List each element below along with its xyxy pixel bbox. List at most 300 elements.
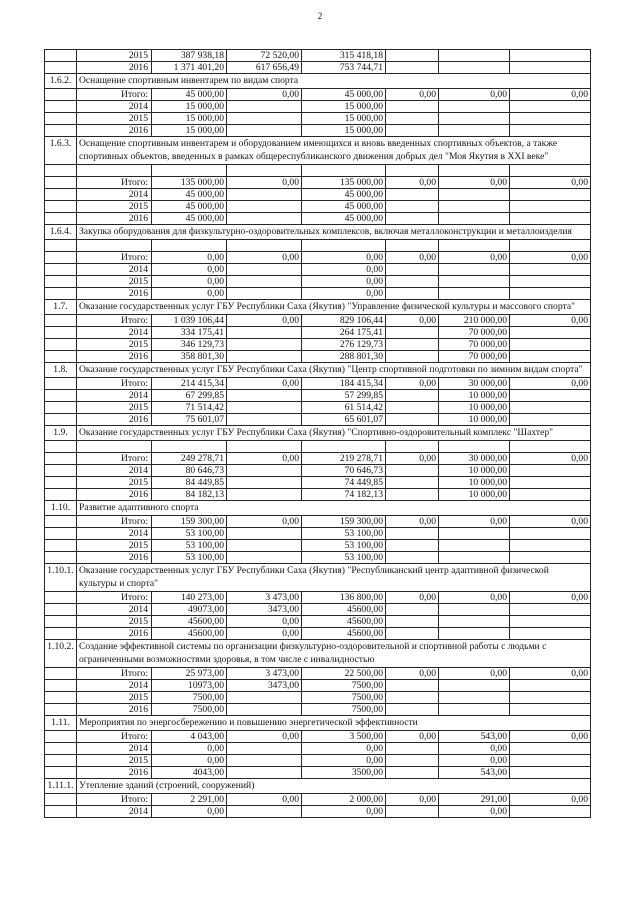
year-label: 2014: [77, 189, 152, 201]
amount-cell: 0,00: [510, 516, 591, 528]
amount-cell: [510, 477, 591, 489]
amount-cell: 0,00: [510, 453, 591, 465]
amount-cell: [439, 50, 510, 62]
total-row: [45, 668, 591, 680]
year-row: [45, 402, 591, 414]
amount-cell: 0,00: [386, 516, 439, 528]
amount-cell: 543,00: [439, 767, 510, 779]
amount-cell: [510, 552, 591, 564]
total-row: [45, 177, 591, 189]
amount-cell: [510, 240, 591, 252]
code-cell: [45, 592, 77, 604]
amount-cell: [227, 339, 302, 351]
amount-cell: [439, 441, 510, 453]
amount-cell: 0,00: [386, 378, 439, 390]
amount-cell: 67 299,85: [152, 390, 227, 402]
amount-cell: 288 801,30: [302, 351, 386, 363]
amount-cell: 75 601,07: [152, 414, 227, 426]
code-cell: [45, 402, 77, 414]
total-row: [45, 378, 591, 390]
amount-cell: 45 000,00: [152, 89, 227, 101]
code-cell: [45, 288, 77, 300]
amount-cell: 0,00: [510, 315, 591, 327]
code-cell: [45, 414, 77, 426]
amount-cell: 45 000,00: [152, 201, 227, 213]
year-label: 2016: [77, 704, 152, 716]
code-cell: [45, 616, 77, 628]
amount-cell: 249 278,71: [152, 453, 227, 465]
amount-cell: 0,00: [302, 288, 386, 300]
amount-cell: [227, 552, 302, 564]
code-cell: [45, 213, 77, 225]
year-label: 2015: [77, 276, 152, 288]
amount-cell: 45 000,00: [302, 213, 386, 225]
amount-cell: [510, 189, 591, 201]
amount-cell: 617 656,49: [227, 62, 302, 74]
section-header-row: [45, 426, 591, 441]
year-label: 2014: [77, 390, 152, 402]
amount-cell: 53 100,00: [302, 540, 386, 552]
amount-cell: 0,00: [439, 668, 510, 680]
amount-cell: [227, 189, 302, 201]
code-cell: [45, 351, 77, 363]
year-row: [45, 704, 591, 716]
amount-cell: 219 278,71: [302, 453, 386, 465]
year-label: 2016: [77, 767, 152, 779]
amount-cell: 45 000,00: [302, 89, 386, 101]
amount-cell: 65 601,07: [302, 414, 386, 426]
amount-cell: [510, 704, 591, 716]
amount-cell: 0,00: [386, 794, 439, 806]
total-label: Итого:: [77, 592, 152, 604]
year-label: 2014: [77, 743, 152, 755]
amount-cell: [439, 288, 510, 300]
year-row: [45, 465, 591, 477]
amount-cell: [439, 201, 510, 213]
amount-cell: [439, 101, 510, 113]
total-row: [45, 592, 591, 604]
year-row: [45, 767, 591, 779]
amount-cell: [227, 264, 302, 276]
amount-cell: [510, 628, 591, 640]
year-row: [45, 806, 591, 818]
section-title: Утепление зданий (строений, сооружений): [77, 779, 591, 794]
amount-cell: 0,00: [439, 516, 510, 528]
amount-cell: [227, 528, 302, 540]
code-cell: [45, 628, 77, 640]
amount-cell: 135 000,00: [302, 177, 386, 189]
amount-cell: 0,00: [439, 743, 510, 755]
year-row: [45, 489, 591, 501]
amount-cell: [439, 616, 510, 628]
amount-cell: [152, 441, 227, 453]
section-code: 1.11.1.: [45, 779, 77, 794]
amount-cell: [227, 540, 302, 552]
code-cell: [45, 101, 77, 113]
year-label: 2016: [77, 62, 152, 74]
amount-cell: 0,00: [439, 806, 510, 818]
section-title: Создание эффективной системы по организации физкультурно-оздоровительной и спортивной работы с людьми с ограниченными возможностями здоровья, в том числе с инвалидностью: [77, 640, 591, 668]
amount-cell: 3500,00: [302, 767, 386, 779]
year-row: [45, 552, 591, 564]
amount-cell: [227, 489, 302, 501]
amount-cell: 0,00: [152, 755, 227, 767]
amount-cell: [510, 414, 591, 426]
amount-cell: 15 000,00: [302, 125, 386, 137]
code-cell: [45, 704, 77, 716]
amount-cell: 15 000,00: [302, 101, 386, 113]
amount-cell: 10 000,00: [439, 489, 510, 501]
amount-cell: 829 106,44: [302, 315, 386, 327]
amount-cell: [227, 213, 302, 225]
amount-cell: [227, 288, 302, 300]
amount-cell: [386, 755, 439, 767]
empty-label: [77, 165, 152, 177]
amount-cell: [510, 465, 591, 477]
code-cell: [45, 755, 77, 767]
section-title: Оснащение спортивным инвентарем по видам спорта: [77, 74, 591, 89]
amount-cell: 0,00: [386, 177, 439, 189]
amount-cell: [227, 276, 302, 288]
code-cell: [45, 201, 77, 213]
amount-cell: 0,00: [302, 755, 386, 767]
amount-cell: [510, 402, 591, 414]
year-row: [45, 50, 591, 62]
amount-cell: 0,00: [386, 453, 439, 465]
section-code: 1.9.: [45, 426, 77, 441]
amount-cell: [386, 402, 439, 414]
amount-cell: 45600,00: [152, 616, 227, 628]
amount-cell: 84 182,13: [152, 489, 227, 501]
amount-cell: 0,00: [152, 252, 227, 264]
amount-cell: 334 175,41: [152, 327, 227, 339]
section-header-row: [45, 779, 591, 794]
amount-cell: 74 182,13: [302, 489, 386, 501]
code-cell: [45, 252, 77, 264]
year-row: [45, 604, 591, 616]
amount-cell: 30 000,00: [439, 378, 510, 390]
code-cell: [45, 125, 77, 137]
amount-cell: 0,00: [510, 731, 591, 743]
amount-cell: [386, 743, 439, 755]
amount-cell: [439, 528, 510, 540]
amount-cell: [386, 339, 439, 351]
amount-cell: [386, 477, 439, 489]
section-header-row: [45, 640, 591, 668]
amount-cell: [510, 327, 591, 339]
year-label: 2015: [77, 50, 152, 62]
amount-cell: [510, 101, 591, 113]
amount-cell: [227, 351, 302, 363]
amount-cell: 7500,00: [152, 692, 227, 704]
year-row: [45, 351, 591, 363]
year-label: 2015: [77, 755, 152, 767]
amount-cell: 70 000,00: [439, 351, 510, 363]
amount-cell: 7500,00: [152, 704, 227, 716]
amount-cell: 184 415,34: [302, 378, 386, 390]
amount-cell: 10 000,00: [439, 402, 510, 414]
code-cell: [45, 441, 77, 453]
amount-cell: [386, 351, 439, 363]
amount-cell: 0,00: [227, 252, 302, 264]
amount-cell: [510, 441, 591, 453]
amount-cell: [302, 165, 386, 177]
year-label: 2015: [77, 616, 152, 628]
section-header-row: [45, 300, 591, 315]
amount-cell: 140 273,00: [152, 592, 227, 604]
section-code: 1.10.1.: [45, 564, 77, 592]
amount-cell: [510, 62, 591, 74]
total-label: Итого:: [77, 315, 152, 327]
amount-cell: [510, 680, 591, 692]
total-row: [45, 89, 591, 101]
year-label: 2016: [77, 288, 152, 300]
amount-cell: 159 300,00: [302, 516, 386, 528]
amount-cell: 10 000,00: [439, 477, 510, 489]
year-label: 2014: [77, 264, 152, 276]
amount-cell: [386, 806, 439, 818]
amount-cell: 3 473,00: [227, 592, 302, 604]
empty-label: [77, 441, 152, 453]
amount-cell: [227, 743, 302, 755]
amount-cell: [439, 213, 510, 225]
amount-cell: [439, 692, 510, 704]
section-code: 1.10.2.: [45, 640, 77, 668]
amount-cell: [386, 604, 439, 616]
total-label: Итого:: [77, 89, 152, 101]
amount-cell: [386, 704, 439, 716]
amount-cell: [386, 113, 439, 125]
amount-cell: 0,00: [227, 628, 302, 640]
amount-cell: 53 100,00: [152, 540, 227, 552]
amount-cell: [386, 441, 439, 453]
amount-cell: 0,00: [227, 794, 302, 806]
amount-cell: [510, 540, 591, 552]
year-row: [45, 288, 591, 300]
page-number: 2: [317, 11, 323, 21]
amount-cell: 2 000,00: [302, 794, 386, 806]
amount-cell: 0,00: [152, 276, 227, 288]
year-label: 2014: [77, 465, 152, 477]
code-cell: [45, 516, 77, 528]
blank-row: [45, 165, 591, 177]
amount-cell: 0,00: [227, 378, 302, 390]
amount-cell: [227, 465, 302, 477]
total-label: Итого:: [77, 794, 152, 806]
amount-cell: 0,00: [439, 592, 510, 604]
amount-cell: 0,00: [227, 177, 302, 189]
amount-cell: 0,00: [386, 668, 439, 680]
amount-cell: 61 514,42: [302, 402, 386, 414]
code-cell: [45, 680, 77, 692]
budget-table-body: [45, 50, 591, 818]
amount-cell: 0,00: [439, 755, 510, 767]
amount-cell: 0,00: [152, 806, 227, 818]
total-label: Итого:: [77, 177, 152, 189]
amount-cell: 72 520,00: [227, 50, 302, 62]
amount-cell: [439, 189, 510, 201]
year-label: 2014: [77, 101, 152, 113]
amount-cell: [439, 540, 510, 552]
year-row: [45, 125, 591, 137]
blank-row: [45, 240, 591, 252]
amount-cell: 0,00: [439, 89, 510, 101]
amount-cell: [510, 351, 591, 363]
year-label: 2014: [77, 327, 152, 339]
amount-cell: [386, 489, 439, 501]
amount-cell: [386, 616, 439, 628]
section-header-row: [45, 716, 591, 731]
amount-cell: 7500,00: [302, 704, 386, 716]
amount-cell: [152, 240, 227, 252]
code-cell: [45, 339, 77, 351]
year-label: 2016: [77, 489, 152, 501]
amount-cell: [386, 628, 439, 640]
budget-table: [44, 49, 591, 818]
year-label: 2014: [77, 604, 152, 616]
amount-cell: 53 100,00: [302, 552, 386, 564]
amount-cell: 0,00: [152, 743, 227, 755]
year-row: [45, 213, 591, 225]
amount-cell: 159 300,00: [152, 516, 227, 528]
amount-cell: 45 000,00: [152, 189, 227, 201]
amount-cell: 10 000,00: [439, 465, 510, 477]
year-label: 2015: [77, 201, 152, 213]
amount-cell: 264 175,41: [302, 327, 386, 339]
amount-cell: [386, 165, 439, 177]
amount-cell: [510, 125, 591, 137]
year-row: [45, 276, 591, 288]
amount-cell: [227, 327, 302, 339]
section-code: 1.8.: [45, 363, 77, 378]
amount-cell: 15 000,00: [302, 113, 386, 125]
amount-cell: [439, 113, 510, 125]
amount-cell: [227, 165, 302, 177]
year-label: 2016: [77, 552, 152, 564]
amount-cell: 45600,00: [152, 628, 227, 640]
amount-cell: 346 129,73: [152, 339, 227, 351]
section-title: Мероприятия по энергосбережению и повышению энергетической эффективности: [77, 716, 591, 731]
amount-cell: 45 000,00: [302, 189, 386, 201]
amount-cell: [386, 680, 439, 692]
year-row: [45, 101, 591, 113]
amount-cell: 70 000,00: [439, 339, 510, 351]
amount-cell: 291,00: [439, 794, 510, 806]
amount-cell: [227, 755, 302, 767]
amount-cell: [227, 402, 302, 414]
amount-cell: 0,00: [386, 592, 439, 604]
year-row: [45, 264, 591, 276]
amount-cell: 0,00: [386, 315, 439, 327]
year-label: 2016: [77, 628, 152, 640]
amount-cell: 30 000,00: [439, 453, 510, 465]
year-label: 2014: [77, 680, 152, 692]
amount-cell: 71 514,42: [152, 402, 227, 414]
amount-cell: [386, 50, 439, 62]
amount-cell: 70 646,73: [302, 465, 386, 477]
amount-cell: [227, 201, 302, 213]
amount-cell: 0,00: [510, 378, 591, 390]
amount-cell: 0,00: [439, 177, 510, 189]
year-row: [45, 189, 591, 201]
section-header-row: [45, 501, 591, 516]
amount-cell: [302, 240, 386, 252]
section-code: 1.6.4.: [45, 225, 77, 240]
amount-cell: [439, 604, 510, 616]
amount-cell: [386, 189, 439, 201]
year-label: 2014: [77, 528, 152, 540]
amount-cell: [227, 390, 302, 402]
amount-cell: 3473,00: [227, 604, 302, 616]
amount-cell: [386, 288, 439, 300]
amount-cell: 0,00: [510, 89, 591, 101]
amount-cell: [227, 806, 302, 818]
amount-cell: 0,00: [510, 794, 591, 806]
code-cell: [45, 89, 77, 101]
amount-cell: [386, 213, 439, 225]
amount-cell: 276 129,73: [302, 339, 386, 351]
year-row: [45, 113, 591, 125]
amount-cell: [510, 743, 591, 755]
year-label: 2015: [77, 339, 152, 351]
year-label: 2015: [77, 477, 152, 489]
code-cell: [45, 264, 77, 276]
code-cell: [45, 62, 77, 74]
amount-cell: [386, 62, 439, 74]
code-cell: [45, 552, 77, 564]
code-cell: [45, 668, 77, 680]
amount-cell: 0,00: [439, 252, 510, 264]
amount-cell: [386, 540, 439, 552]
total-row: [45, 315, 591, 327]
amount-cell: 0,00: [510, 252, 591, 264]
section-header-row: [45, 363, 591, 378]
amount-cell: [439, 125, 510, 137]
year-row: [45, 680, 591, 692]
amount-cell: 7500,00: [302, 680, 386, 692]
amount-cell: 22 500,00: [302, 668, 386, 680]
section-header-row: [45, 564, 591, 592]
year-row: [45, 414, 591, 426]
amount-cell: [227, 477, 302, 489]
code-cell: [45, 540, 77, 552]
amount-cell: [386, 390, 439, 402]
amount-cell: [510, 113, 591, 125]
amount-cell: [386, 414, 439, 426]
amount-cell: 45600,00: [302, 628, 386, 640]
amount-cell: [510, 755, 591, 767]
amount-cell: 0,00: [302, 264, 386, 276]
amount-cell: [510, 390, 591, 402]
total-label: Итого:: [77, 731, 152, 743]
year-label: 2016: [77, 125, 152, 137]
amount-cell: 49073,00: [152, 604, 227, 616]
amount-cell: [386, 264, 439, 276]
amount-cell: 84 449,85: [152, 477, 227, 489]
year-label: 2016: [77, 213, 152, 225]
code-cell: [45, 315, 77, 327]
amount-cell: [510, 767, 591, 779]
amount-cell: 70 000,00: [439, 327, 510, 339]
year-row: [45, 477, 591, 489]
amount-cell: [386, 528, 439, 540]
amount-cell: [227, 692, 302, 704]
amount-cell: 135 000,00: [152, 177, 227, 189]
code-cell: [45, 794, 77, 806]
code-cell: [45, 465, 77, 477]
amount-cell: 387 938,18: [152, 50, 227, 62]
amount-cell: 0,00: [227, 516, 302, 528]
